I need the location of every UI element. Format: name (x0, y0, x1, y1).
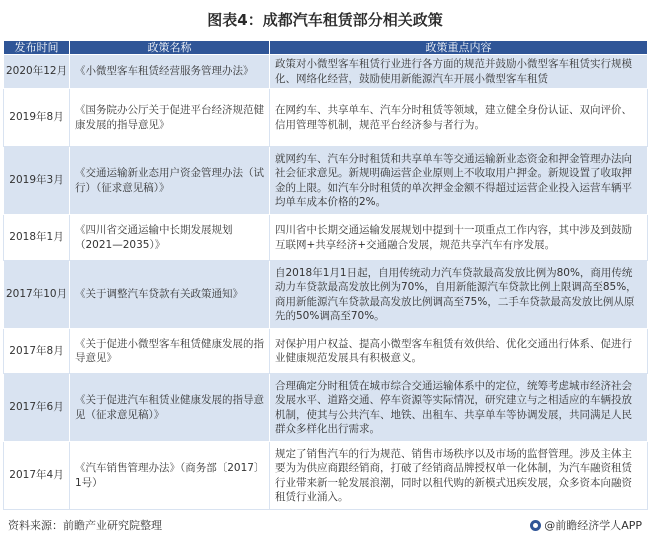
row-date: 2017年4月 (4, 442, 70, 510)
row-policy-content: 政策对小微型客车租赁行业进行各方面的规范并鼓励小微型客车租赁实行规模化、网络化经营，鼓励使用新能源汽车开展小微型客车租赁 (270, 55, 648, 89)
table-row (4, 442, 648, 510)
table-row (4, 374, 648, 442)
row-policy-name: 《国务院办公厅关于促进平台经济规范健康发展的指导意见》 (70, 89, 270, 147)
table-row (4, 261, 648, 329)
table-header-row (4, 41, 648, 55)
chart-title: 图表4：成都汽车租赁部分相关政策 (207, 11, 443, 29)
table-row (4, 55, 648, 89)
row-policy-name: 《汽车销售管理办法》（商务部〔2017〕1号） (70, 442, 270, 510)
table-row (4, 329, 648, 374)
header-policy-content: 政策重点内容 (270, 41, 648, 55)
qianzhan-logo-icon (530, 520, 541, 531)
source-note: 资料来源：前瞻产业研究院整理 (8, 519, 162, 532)
row-date: 2018年1月 (4, 215, 70, 261)
table-row (4, 89, 648, 147)
row-policy-name: 《关于促进汽车租赁业健康发展的指导意见（征求意见稿）》 (70, 374, 270, 442)
row-policy-content: 在网约车、共享单车、汽车分时租赁等领域，建立健全身份认证、双向评价、信用管理等机制，规范平台经济参与者行为。 (270, 89, 648, 147)
row-date: 2017年6月 (4, 374, 70, 442)
brand-credit (530, 517, 642, 533)
row-policy-content: 自2018年1月1日起，自用传统动力汽车贷款最高发放比例为80%，商用传统动力车贷款最高发放比例为70%，自用新能源汽车贷款比例上限调高至85%，商用新能源汽车贷款最高发放比例调高至75%，二手车贷款最高发放比例从原先的50%调高至70%。 (270, 261, 648, 329)
row-policy-content: 合理确定分时租赁在城市综合交通运输体系中的定位，统筹考虑城市经济社会发展水平、道路交通、停车资源等实际情况，研究建立与之相适应的车辆投放机制，使其与公共汽车、地铁、出租车、共享单车等协调发展，共同满足人民群众多样化出行需求。 (270, 374, 648, 442)
row-policy-name: 《关于调整汽车贷款有关政策通知》 (70, 261, 270, 329)
row-date: 2020年12月 (4, 55, 70, 89)
row-policy-name: 《四川省交通运输中长期发展规划（2021—2035）》 (70, 215, 270, 261)
row-policy-content: 对保护用户权益、提高小微型客车租赁有效供给、优化交通出行体系、促进行业健康规范发展具有积极意义。 (270, 329, 648, 374)
row-policy-name: 《关于促进小微型客车租赁健康发展的指导意见》 (70, 329, 270, 374)
row-policy-name: 《交通运输新业态用户资金管理办法（试行）（征求意见稿）》 (70, 147, 270, 215)
row-policy-content: 就网约车、汽车分时租赁和共享单车等交通运输新业态资金和押金管理办法向社会征求意见。新规明确运营企业原则上不收取用户押金。新规设置了收取押金的上限。如汽车分时租赁的单次押金金额不得超过运营企业投入运营车辆平均单车成本价格的2%。 (270, 147, 648, 215)
policy-table (3, 40, 648, 510)
row-date: 2019年8月 (4, 89, 70, 147)
row-policy-content: 规定了销售汽车的行为规范、销售市场秩序以及市场的监督管理。涉及主体主要为为供应商跟经销商，打破了经销商品牌授权单一化体制，为汽车融资租赁行业带来新一轮发展浪潮，同时以租代购的新模式迅疾发展，众多资本向融资租赁行业涌入。 (270, 442, 648, 510)
row-policy-content: 四川省中长期交通运输发展规划中提到十一项重点工作内容，其中涉及到鼓励互联网+共享经济+交通融合发展，规范共享汽车有序发展。 (270, 215, 648, 261)
header-date: 发布时间 (4, 41, 70, 55)
brand-credit-text: @前瞻经济学人APP (544, 519, 642, 532)
header-policy-name: 政策名称 (70, 41, 270, 55)
policy-table-container (3, 40, 647, 510)
row-date: 2017年10月 (4, 261, 70, 329)
row-date: 2019年3月 (4, 147, 70, 215)
table-row (4, 215, 648, 261)
table-row (4, 147, 648, 215)
row-policy-name: 《小微型客车租赁经营服务管理办法》 (70, 55, 270, 89)
row-date: 2017年8月 (4, 329, 70, 374)
